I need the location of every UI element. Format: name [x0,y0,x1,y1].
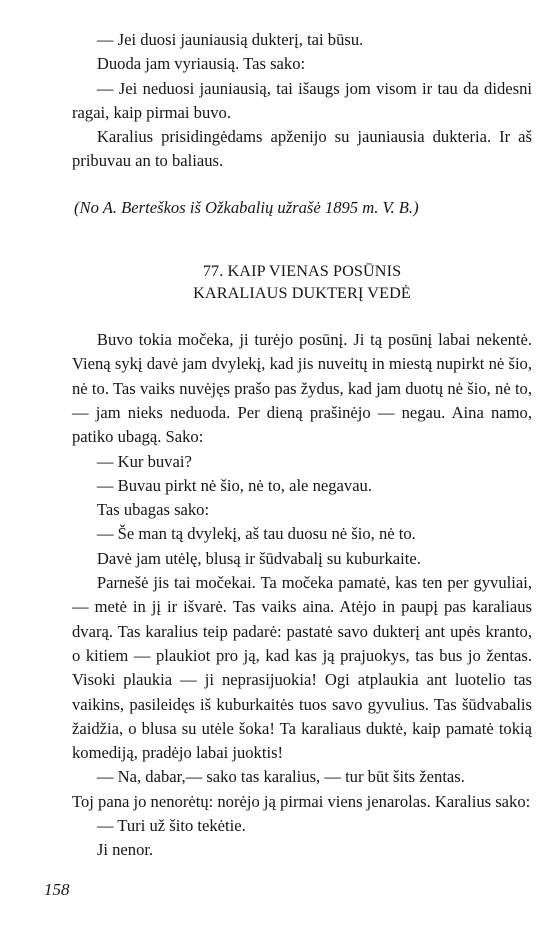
story-heading [72,260,532,304]
paragraph: — Na, dabar,— sako tas karalius, — tur būt šits žentas. [96,767,465,787]
paragraph: — Kur buvai? [96,451,192,471]
source-note: (No A. Berteškos iš Ožkabalių užrašė 1895 m. V. B.) [74,197,419,217]
story-heading-line-1: 77. KAIP VIENAS POSŪNIS [202,262,402,281]
paragraph: Toj pana jo nenorėtų: norėjo ją pirmai viens jenarolas. Karalius sako: [72,791,531,811]
page-body [72,28,532,863]
paragraph: Duoda jam vyriausią. Tas sako: [96,54,306,74]
paragraph: — Buvau pirkt nė šio, nė to, ale negavau. [96,475,373,495]
paragraph: Karalius prisidingėdams apženijo su jauniausia dukteria. Ir aš pribuvau an to baliaus. [72,127,532,171]
paragraph: — Jei duosi jauniausią dukterį, tai būsu. [96,30,364,49]
paragraph: Davė jam utėlę, blusą ir šūdvabalį su kuburkaite. [96,548,421,568]
paragraph: — Jei neduosi jauniausią, tai išaugs jom visom ir tau da didesni ragai, kaip pirmai buvo. [72,78,532,122]
paragraph: Ji nenor. [96,840,154,860]
paragraph: — Še man tą dvylekį, aš tau duosu nė šio, nė to. [96,524,416,544]
paragraph: Parnešė jis tai močekai. Ta močeka pamatė, kas ten per gyvuliai,— metė in jį ir išvarė. Tas vaiks aina. Atėjo in paupį pas karaliaus dvarą. Tas karalius teip padarė: pastatė savo dukterį ant upės kranto, o kitiem — plaukiot pro ją, kad kas ją prajuokys, tas bus jo žentas. Visoki plaukia — ji neprasijuokia! Ogi atplaukia ant luotelio tas vaikins, pasileidęs iš kuburkaitės tuos savo gyvulius. Tas šūdvabalis žaidžia, o blusa su utėle šoka! Ta karaliaus duktė, kaip pamatė tokią komediją, pradėjo labai juoktis! [72,573,532,763]
story-heading-line-2: KARALIAUS DUKTERĮ VEDĖ [193,284,411,303]
page-number: 158 [44,880,70,899]
paragraph: Buvo tokia močeka, ji turėjo posūnį. Ji tą posūnį labai nekentė. Vieną sykį davė jam dvylekį, kad jis nuveitų in miestą nupirkt nė šio, nė to. Tas vaiks nuvėjęs prašo pas žydus, kad jam duotų nė šio, nė to,— jam nieks neduoda. Per dieną prašinėjo — negau. Aina namo, patiko ubagą. Sako: [72,330,532,447]
paragraph: Tas ubagas sako: [96,500,210,520]
paragraph: — Turi už šito tekėtie. [96,816,246,836]
